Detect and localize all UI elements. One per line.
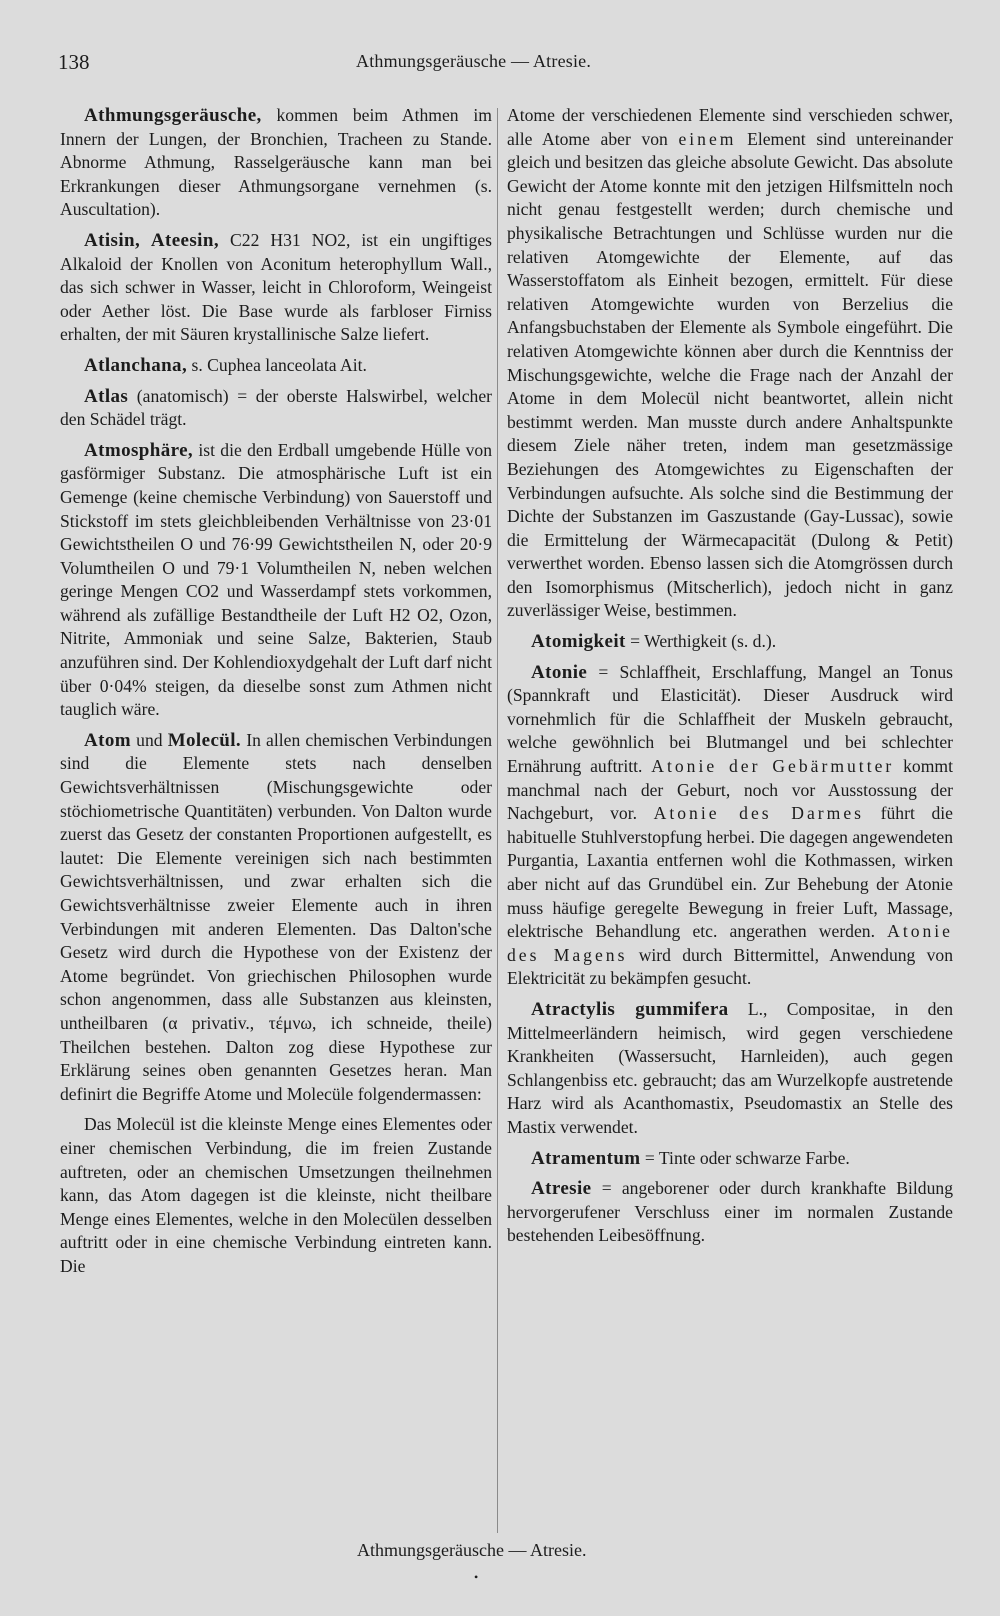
page-number: 138 bbox=[58, 50, 90, 74]
emphasis-text: Atonie des Darmes bbox=[653, 803, 864, 824]
entry-headword: Atomigkeit bbox=[531, 631, 626, 653]
entry-headword: Atisin, Ateesin, bbox=[84, 229, 219, 251]
entry-atom-continuation bbox=[507, 104, 953, 623]
right-column bbox=[507, 104, 953, 1255]
entry-atresie bbox=[507, 1177, 953, 1248]
entry-atractylis bbox=[507, 998, 953, 1140]
entry-body: ist die den Erdball umgebende Hülle von gasförmiger Substanz. Die atmosphärische Luft ist ein Gemenge (keine chemische Verbindung) von Sauerstoff und Stickstoff im stets gleichbleibenden Verhältnisse von 23·01 Gewichtstheilen O und 76·99 Gewichtstheilen N, oder 20·9 Volumtheilen O und 79·1 Volumtheilen N, neben welchen geringe Mengen CO2 und Wasserdampf stets vorkommen, während als zufällige Bestandtheile der Luft H2 O2, Ozon, Nitrite, Ammoniak und seine Salze, Bakterien, Staub anzuführen sind. Der Kohlendioxydgehalt der Luft darf nicht über 0·04% steigen, da dieselbe sonst zum Athmen nicht tauglich wäre. bbox=[60, 439, 492, 720]
footer-mark: • bbox=[474, 1570, 479, 1584]
paragraph-molecul-definition: Das Molecül ist die kleinste Menge eines Elementes oder einer chemischen Verbindung, die im freien Zustande auftreten, oder an chemischen Umsetzungen theilnehmen kann, das Atom dagegen ist die kleinste, nicht theilbare Menge eines Elementes, welche in den Molecülen desselben auftritt oder in eine chemische Verbindung eintreten kann. Die bbox=[60, 1114, 492, 1276]
entry-atmosphaere bbox=[60, 439, 492, 722]
entry-athmungsgeraeusche bbox=[60, 104, 492, 222]
entry-headword: Atonie bbox=[531, 661, 588, 683]
entry-headword: Athmungsgeräusche, bbox=[84, 105, 262, 126]
entry-body: = Schlaffheit, Erschlaffung, Mangel an Tonus (Spannkraft und Elasticität). Dieser Ausdruck wird vornehmlich für die Schlaffheit der Muskeln gebraucht, welche gewöhnlich bei Blutmangel und bei schlechter Ernährung auftritt. bbox=[507, 661, 953, 777]
entry-headword: Atlanchana, bbox=[84, 354, 188, 376]
column-divider bbox=[497, 108, 498, 1533]
entry-body: kommt manchmal nach der Geburt, noch vor Ausstossung der Nachgeburt, vor. bbox=[507, 756, 953, 824]
entry-body: C22 H31 NO2, ist ein ungiftiges Alkaloid der Knollen von Aconitum heterophyllum Wall., das sich schwer in Wasser, leicht in Chloroform, Weingeist oder Aether löst. Die Base wurde als farbloser Firniss erhalten, der mit Säuren krystallinische Salze liefert. bbox=[60, 229, 493, 345]
entry-body: In allen chemischen Verbindungen sind die Elemente stets nach denselben Gewichtsverhältnissen (Mischungsgewichte oder stöchiometrische Quantitäten) verbunden. Von Dalton wurde zuerst das Gesetz der constanten Proportionen aufgestellt, es lautet: Die Elemente vereinigen sich nach bestimmten Gewichtsverhältnissen, und zwar erhalten sich die Gewichtsverhältnisse zweier Elemente auch in ihren Verbindungen mit anderen Elementen. Das Dalton'sche Gesetz wird durch die Hypothese von der Existenz der Atome begründet. Von griechischen Philosophen wurde schon angenommen, dass alle Substanzen aus kleinsten, untheilbaren (α privativ., τέμνω, ich schneide, theile) Theilchen bestehen. Dalton zog diese Hypothese zur Erklärung seines oben genannten Gesetzes heran. Man definirt die Begriffe Atome und Molecüle folgendermassen: bbox=[60, 729, 492, 1104]
entry-atlas bbox=[60, 385, 492, 432]
entry-atomigkeit bbox=[507, 630, 953, 654]
entry-headword: Atractylis gummifera bbox=[531, 998, 729, 1020]
entry-headword: Atresie bbox=[531, 1178, 592, 1200]
entry-body: = angeborener oder durch krankhafte Bildung hervorgerufener Verschluss einer im normalen Zustande bestehenden Leibesöffnung. bbox=[507, 1178, 953, 1246]
running-head: Athmungsgeräusche — Atresie. bbox=[356, 51, 592, 71]
entry-body: kommen beim Athmen im Innern der Lungen, der Bronchien, Tracheen zu Stande. Abnorme Athmung, Rasselgeräusche kann man bei Erkrankungen dieser Athmungsorgane vernehmen (s. Auscultation). bbox=[60, 105, 492, 220]
entry-atlanchana bbox=[60, 354, 492, 378]
left-column bbox=[60, 104, 492, 1286]
entry-headword: Atramentum bbox=[531, 1147, 641, 1169]
entry-body: wird durch Bittermittel, Anwendung von Elektricität zu bekämpfen gesucht. bbox=[507, 944, 953, 989]
emphasis-text: Atonie der Gebärmutter bbox=[651, 756, 895, 777]
entry-body: s. Cuphea lanceolata Ait. bbox=[187, 354, 367, 375]
entry-atramentum bbox=[507, 1147, 953, 1171]
entry-body: Element sind untereinander gleich und besitzen das gleiche absolute Gewicht. Das absolute Gewicht der Atome konnte mit den jetzigen Hilfsmitteln noch nicht genau festgestellt werden; durch chemische und physikalische Betrachtungen und Schlüsse wurden nur die relativen Atomgewichte der Elemente, auf das Wasserstoffatom als Einheit bezogen, ermittelt. Für diese relativen Atomgewichte wurden von Berzelius die Anfangsbuchstaben der Elemente als Symbole eingeführt. Die relativen Atomgewichte können aber durch die Kenntniss der Mischungsgewichte, welche die Frage nach der Anzahl der Atome in dem Molecül nicht beantwortet, allein nicht bestimmt werden. Man musste durch andere Anhaltspunkte diesem Ziele näher treten, indem man gesetzmässige Beziehungen des Atomgewichtes zu Eigenschaften der Verbindungen aufsuchte. Als solche sind die Bestimmung der Dichte der Substanzen im Gaszustande (Gay-Lussac), sowie die Ermittelung der Wärmecapacität (Dulong & Petit) verwerthet worden. Ebenso lassen sich die Atomgrössen durch den Isomorphismus (Mitscherlich), jedoch nicht in ganz zuverlässiger Weise, bestimmen. bbox=[507, 128, 953, 621]
entry-headword: Atom bbox=[84, 729, 131, 751]
entry-atonie bbox=[507, 661, 953, 991]
entry-body: = Werthigkeit (s. d.). bbox=[625, 631, 777, 652]
entry-atom-und-molecul bbox=[60, 729, 492, 1107]
entry-body: Atome der verschiedenen Elemente sind verschieden schwer, alle Atome aber von bbox=[507, 105, 953, 149]
entry-atisin bbox=[60, 229, 492, 347]
entry-headword: Molecül. bbox=[167, 729, 242, 751]
entry-body: führt die habituelle Stuhlverstopfung herbei. Die dagegen angewendeten Purgantia, Laxantia entfernen wohl die Kothmassen, wirken aber nicht auf das Grundübel ein. Zur Behebung der Atonie muss häufige geregelte Bewegung in freier Luft, Massage, elektrische Behandlung etc. angerathen werden. bbox=[507, 803, 953, 942]
entry-body: L., Compositae, in den Mittelmeerländern heimisch, wird gegen verschiedene Krankheiten (Wassersucht, Harnleiden), auch gegen Schlangenbiss etc. gebraucht; das am Wurzelkopfe austretende Harz wird als Acanthomastix, Pseudomastix an Stelle des Mastix verwendet. bbox=[507, 998, 953, 1137]
entry-body: (anatomisch) = der oberste Halswirbel, welcher den Schädel trägt. bbox=[60, 385, 492, 430]
entry-headword: Atlas bbox=[84, 385, 129, 407]
emphasis-text: Atonie des Magens bbox=[507, 921, 953, 965]
entry-headword: Atmosphäre, bbox=[84, 439, 194, 461]
entry-body: = Tinte oder schwarze Farbe. bbox=[640, 1147, 850, 1168]
emphasis-text: einem bbox=[678, 128, 737, 149]
footer-running-title: Athmungsgeräusche — Atresie. bbox=[357, 1540, 587, 1560]
entry-connector: und bbox=[130, 729, 168, 750]
